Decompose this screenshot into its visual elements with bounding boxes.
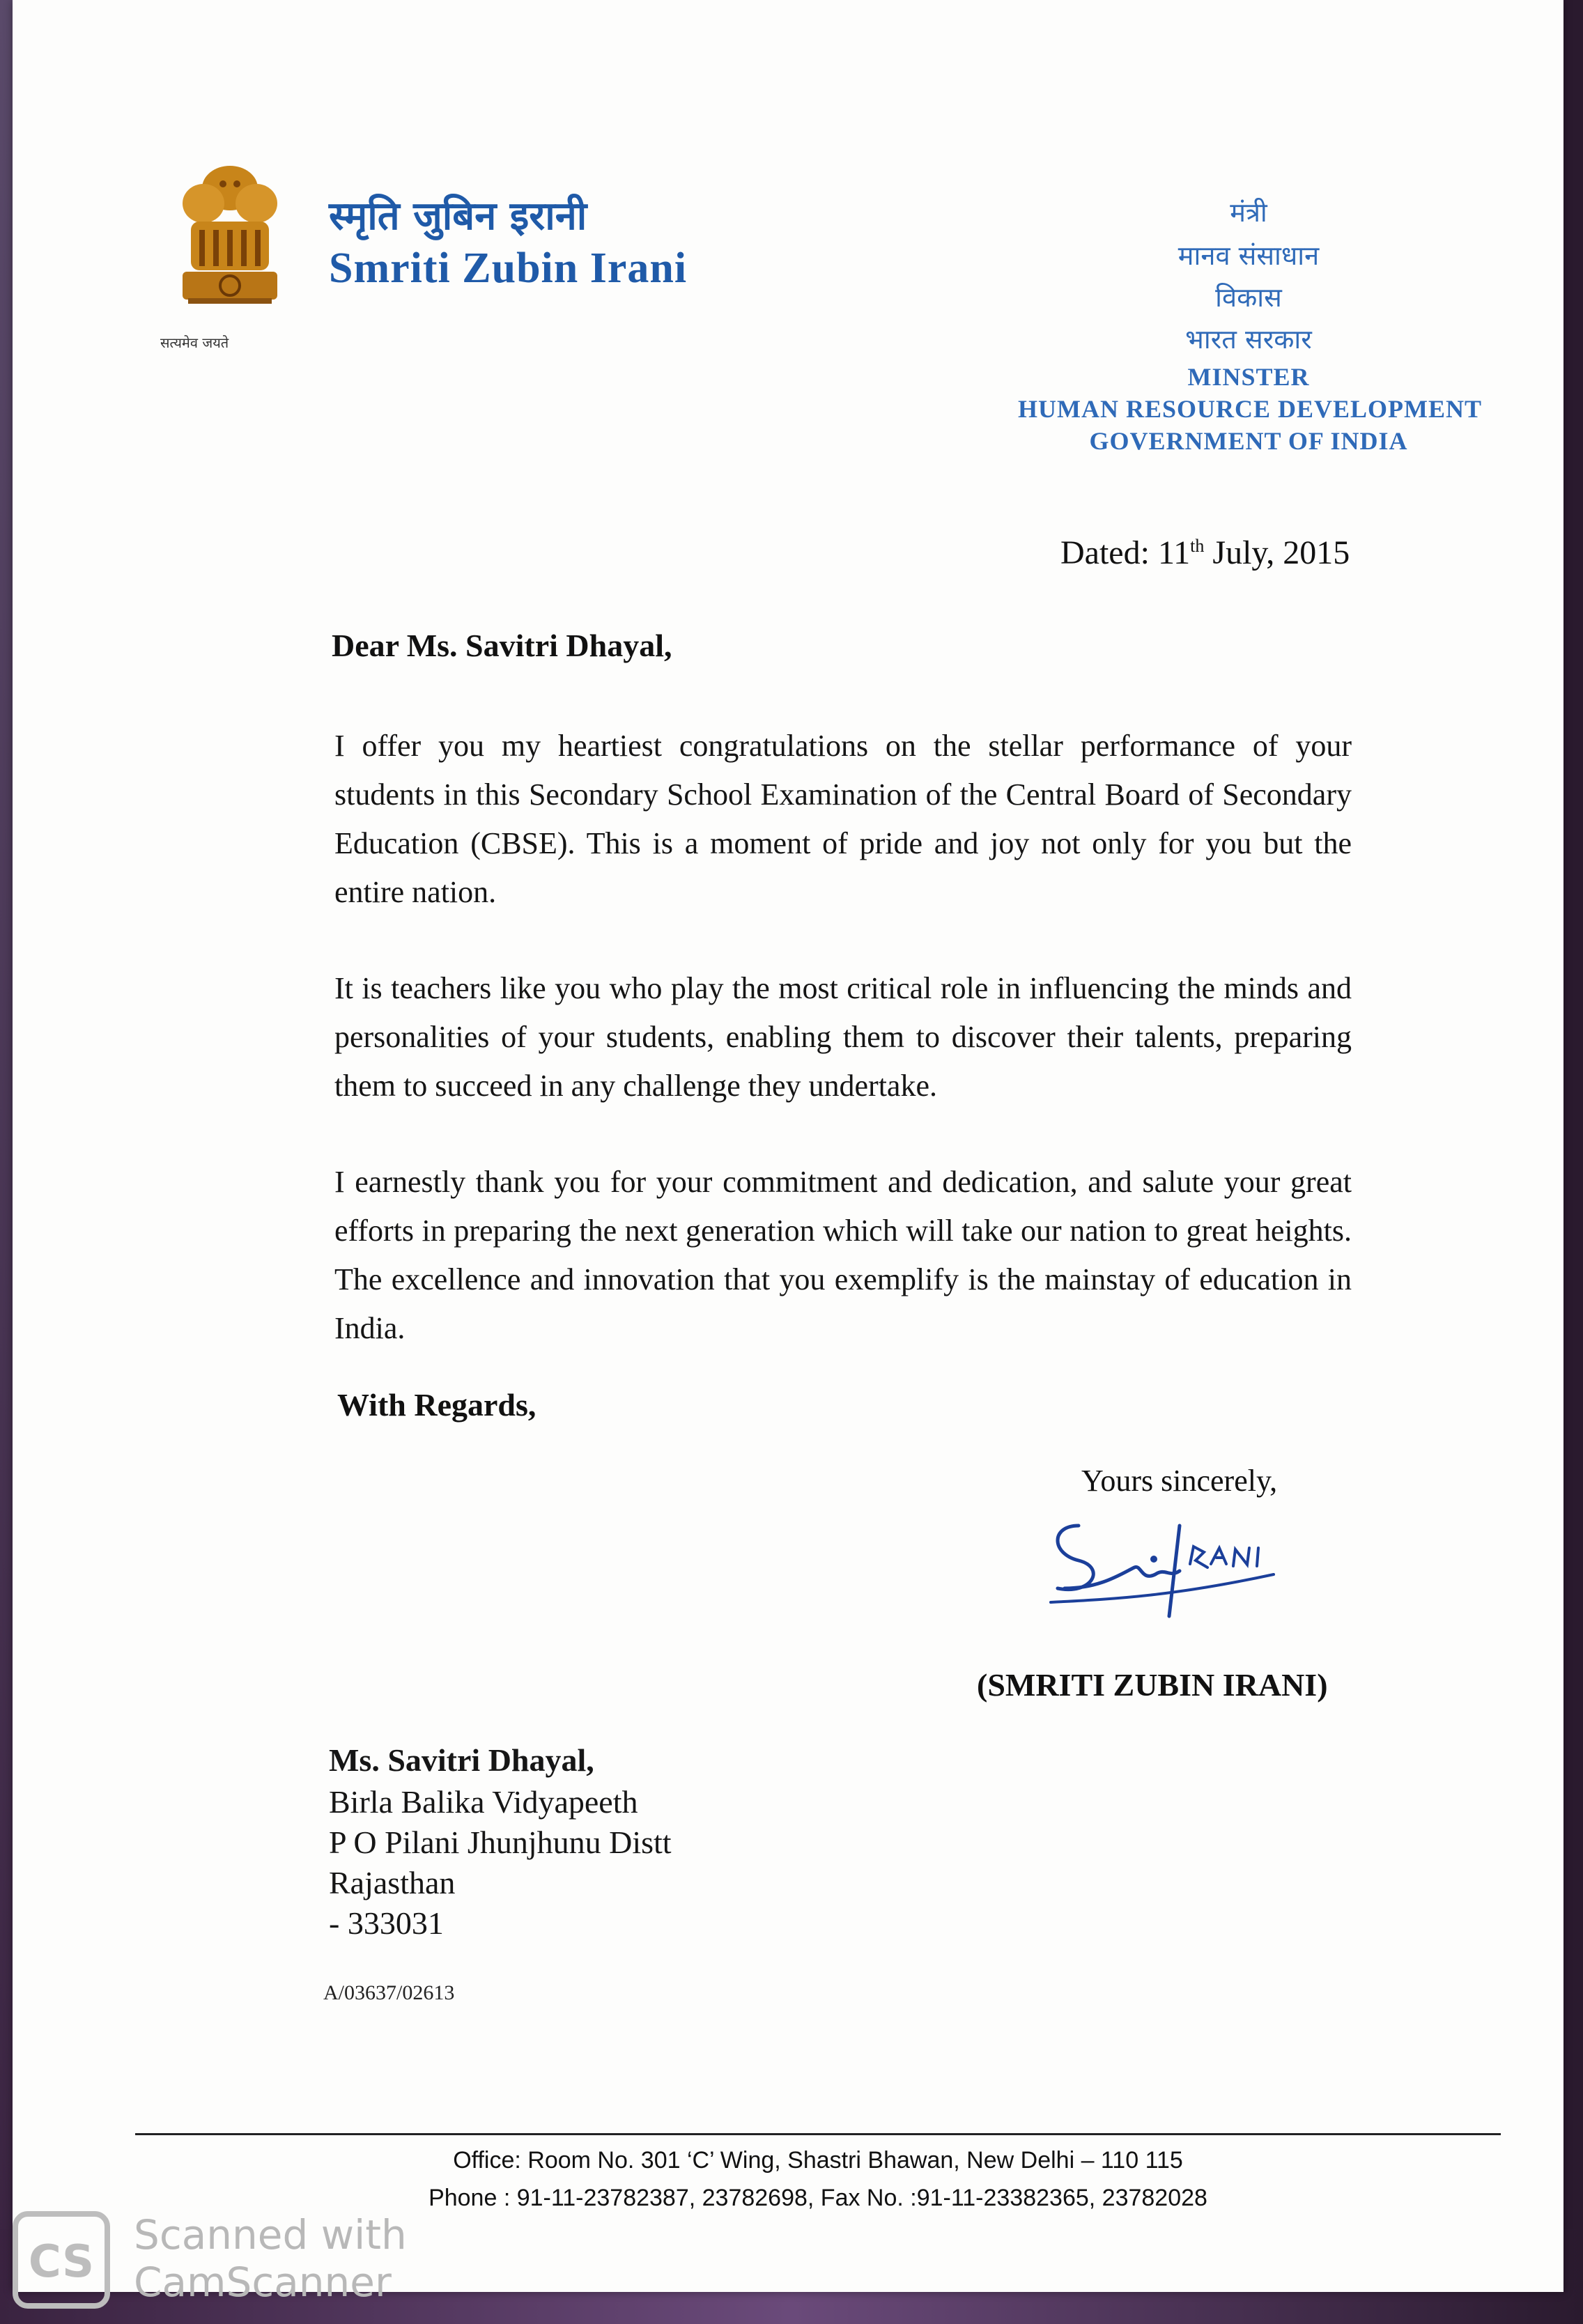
recipient-name: Ms. Savitri Dhayal, bbox=[329, 1742, 594, 1778]
national-emblem-icon bbox=[167, 160, 293, 348]
name-hindi: स्मृति जुबिन इरानी bbox=[329, 194, 587, 239]
designation-hindi-3: विकास bbox=[1215, 282, 1282, 313]
reference-number: A/03637/02613 bbox=[323, 1981, 455, 2004]
designation-english-1: MINSTER bbox=[1187, 363, 1310, 391]
letter-page bbox=[13, 0, 1563, 2292]
emblem-motto: सत्यमेव जयते bbox=[160, 334, 229, 351]
salutation: Dear Ms. Savitri Dhayal, bbox=[332, 628, 672, 663]
watermark-line: Scanned with bbox=[134, 2211, 407, 2259]
designation-english-2: HUMAN RESOURCE DEVELOPMENT bbox=[1017, 395, 1483, 423]
regards: With Regards, bbox=[337, 1387, 536, 1423]
recipient-address-line: P O Pilani Jhunjhunu Distt bbox=[329, 1825, 672, 1860]
footer-office: Office: Room No. 301 ‘C’ Wing, Shastri Bhawan, New Delhi – 110 115 bbox=[453, 2147, 1183, 2174]
recipient-address-line: Rajasthan bbox=[329, 1865, 456, 1900]
designation-english-3: GOVERNMENT OF INDIA bbox=[1089, 427, 1408, 455]
recipient-address-line: Birla Balika Vidyapeeth bbox=[329, 1784, 638, 1820]
body-paragraph: I offer you my heartiest congratulations on the stellar performance of your students in this Secondary School Examination of the Central Board of Secondary Education (CBSE). This is a moment of pride and joy not only for you but the entire nation. bbox=[334, 729, 1352, 909]
letter-date: Dated: 11th July, 2015 bbox=[1060, 534, 1350, 571]
body-paragraph: I earnestly thank you for your commitment and dedication, and salute your great efforts in preparing the next generation which will take our nation to great heights. The excellence and innovation that you exemplify is the mainstay of education in India. bbox=[334, 1165, 1352, 1345]
designation-hindi-4: भारत सरकार bbox=[1185, 324, 1312, 355]
name-english: Smriti Zubin Irani bbox=[329, 245, 688, 292]
footer-phone: Phone : 91-11-23782387, 23782698, Fax No. :91-11-23382365, 23782028 bbox=[428, 2185, 1207, 2211]
watermark-line: CamScanner bbox=[134, 2259, 392, 2306]
body-paragraph: It is teachers like you who play the most critical role in influencing the minds and personalities of your students, enabling them to discover their talents, preparing them to succeed in any challenge they undertake. bbox=[334, 971, 1352, 1103]
svg-text:CS: CS bbox=[28, 2236, 95, 2288]
camscanner-logo-icon bbox=[13, 2211, 110, 2309]
designation-hindi-1: मंत्री bbox=[1230, 197, 1267, 228]
designation-hindi-2: मानव संसाधान bbox=[1177, 240, 1320, 271]
closing: Yours sincerely, bbox=[1081, 1464, 1278, 1498]
signatory-name: (SMRITI ZUBIN IRANI) bbox=[977, 1667, 1328, 1703]
recipient-address-line: - 333031 bbox=[329, 1905, 444, 1941]
footer-divider bbox=[135, 2133, 1501, 2135]
signature-icon bbox=[1037, 1498, 1329, 1630]
camscanner-watermark bbox=[134, 2211, 407, 2306]
